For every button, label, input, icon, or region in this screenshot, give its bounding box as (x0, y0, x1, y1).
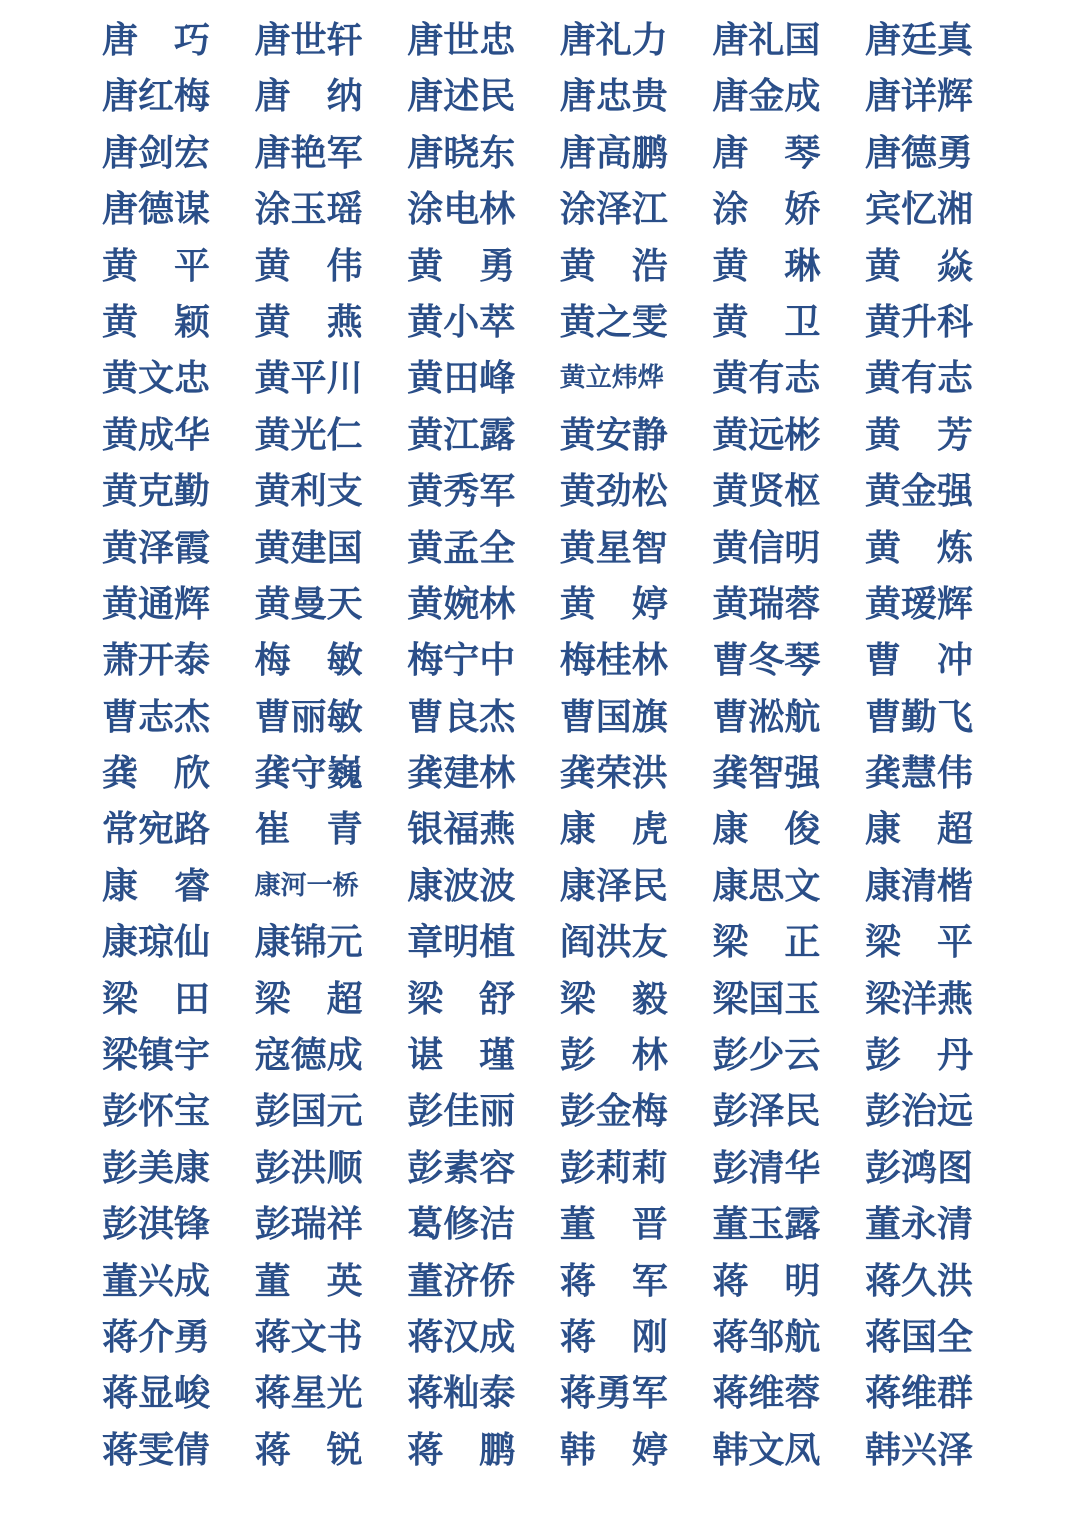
name-cell: 黄建国 (254, 526, 363, 569)
name-cell: 董玉露 (712, 1203, 821, 1246)
name-cell: 梁洋燕 (864, 977, 973, 1020)
name-cell: 梁 舒 (407, 977, 516, 1020)
name-cell: 黄泽霞 (102, 526, 211, 569)
name-cell: 黄之雯 (559, 300, 668, 343)
name-cell: 彭佳丽 (407, 1090, 516, 1133)
name-cell: 涂 娇 (712, 188, 821, 231)
name-cell: 寇德成 (254, 1034, 363, 1077)
name-cell: 梁 田 (102, 977, 210, 1020)
name-cell: 彭美康 (102, 1146, 211, 1189)
name-cell: 银福燕 (407, 808, 516, 851)
name-cell: 唐廷真 (864, 19, 973, 61)
name-cell: 康 俊 (712, 808, 821, 851)
name-cell: 唐礼国 (712, 19, 821, 61)
name-cell: 蒋显峻 (102, 1372, 211, 1415)
name-cell: 黄 伟 (254, 244, 363, 287)
name-cell: 董永清 (864, 1203, 973, 1246)
name-cell: 萧开泰 (102, 639, 211, 682)
name-cell: 梁 毅 (559, 977, 668, 1020)
name-cell: 黄曼天 (254, 582, 363, 625)
name-cell: 彭泽民 (712, 1090, 821, 1133)
name-cell: 黄星智 (559, 526, 668, 569)
name-cell: 康清楷 (864, 864, 973, 907)
name-cell: 黄 卫 (712, 300, 821, 343)
name-cell: 彭莉莉 (559, 1146, 668, 1189)
name-cell: 曹勤飞 (864, 695, 973, 738)
name-cell: 龚慧伟 (864, 752, 973, 795)
name-cell: 康锦元 (254, 921, 363, 964)
name-cell: 蒋邹航 (712, 1315, 821, 1358)
name-cell: 蒋文书 (254, 1315, 363, 1358)
name-cell: 彭素容 (407, 1146, 516, 1189)
name-cell: 章明植 (407, 921, 516, 964)
name-cell: 黄 焱 (864, 244, 973, 287)
name-cell: 龚智强 (712, 752, 821, 795)
name-cell: 葛修洁 (407, 1203, 516, 1246)
name-cell: 蒋久洪 (864, 1259, 973, 1302)
name-cell: 彭 林 (559, 1034, 668, 1077)
name-cell: 彭治远 (864, 1090, 973, 1133)
name-cell: 黄 燕 (254, 300, 363, 343)
name-cell: 康泽民 (559, 864, 668, 907)
name-cell: 梁国玉 (712, 977, 821, 1020)
name-cell: 康思文 (712, 864, 821, 907)
name-cell: 唐 巧 (102, 19, 210, 61)
name-cell: 黄秀军 (407, 470, 516, 513)
name-cell: 康 睿 (102, 864, 210, 907)
name-list-grid (102, 12, 982, 1478)
name-cell: 唐世轩 (254, 19, 363, 61)
name-cell: 彭 丹 (864, 1034, 973, 1077)
name-cell: 黄瑷辉 (864, 582, 973, 625)
name-cell: 黄贤枢 (712, 470, 821, 513)
name-cell: 蒋国全 (864, 1315, 973, 1358)
name-cell: 黄克勤 (102, 470, 211, 513)
name-cell: 黄金强 (864, 470, 973, 513)
name-cell: 蒋 军 (559, 1259, 668, 1302)
name-cell: 阎洪友 (559, 921, 668, 964)
name-cell: 蒋籼泰 (407, 1372, 516, 1415)
name-cell: 蒋介勇 (102, 1315, 211, 1358)
name-cell: 唐德谋 (102, 188, 211, 231)
name-cell: 黄劲松 (559, 470, 668, 513)
name-cell: 唐高鹏 (559, 131, 668, 174)
name-cell: 蒋勇军 (559, 1372, 668, 1415)
name-cell: 曹志杰 (102, 695, 211, 738)
name-cell: 龚建林 (407, 752, 516, 795)
name-cell: 黄 炼 (864, 526, 973, 569)
name-cell: 梁 正 (712, 921, 821, 964)
name-cell: 黄 琳 (712, 244, 821, 287)
name-cell: 唐德勇 (864, 131, 973, 174)
name-cell: 康河一桥 (254, 870, 359, 901)
name-cell: 黄婉林 (407, 582, 516, 625)
name-cell: 谌 瑾 (407, 1034, 516, 1077)
name-cell: 黄 勇 (407, 244, 516, 287)
name-cell: 黄有志 (712, 357, 821, 400)
name-cell: 蒋维群 (864, 1372, 973, 1415)
name-cell: 涂泽江 (559, 188, 668, 231)
name-cell: 彭鸿图 (864, 1146, 973, 1189)
name-cell: 涂电林 (407, 188, 516, 231)
name-cell: 唐详辉 (864, 75, 973, 118)
name-cell: 黄 颖 (102, 300, 210, 343)
name-cell: 黄信明 (712, 526, 821, 569)
name-cell: 彭瑞祥 (254, 1203, 363, 1246)
name-cell: 曹淞航 (712, 695, 821, 738)
name-cell: 彭怀宝 (102, 1090, 211, 1133)
name-cell: 董 英 (254, 1259, 363, 1302)
name-cell: 蒋 鹏 (407, 1428, 516, 1471)
name-cell: 龚荣洪 (559, 752, 668, 795)
name-cell: 唐忠贵 (559, 75, 668, 118)
name-cell: 唐 纳 (254, 75, 363, 118)
name-cell: 唐 琴 (712, 131, 821, 174)
name-cell: 蒋星光 (254, 1372, 363, 1415)
name-cell: 黄成华 (102, 413, 211, 456)
name-cell: 黄 浩 (559, 244, 668, 287)
name-cell: 黄通辉 (102, 582, 211, 625)
name-cell: 黄文忠 (102, 357, 211, 400)
name-cell: 龚守巍 (254, 752, 363, 795)
name-cell: 韩 婷 (559, 1428, 668, 1471)
name-cell: 黄平川 (254, 357, 363, 400)
name-cell: 韩兴泽 (864, 1428, 973, 1471)
name-cell: 黄有志 (864, 357, 973, 400)
name-cell: 董兴成 (102, 1259, 211, 1302)
name-cell: 韩文凤 (712, 1428, 821, 1471)
name-cell: 唐艳军 (254, 131, 363, 174)
name-cell: 黄 婷 (559, 582, 668, 625)
name-cell: 黄远彬 (712, 413, 821, 456)
name-cell: 曹丽敏 (254, 695, 363, 738)
name-cell: 黄小萃 (407, 300, 516, 343)
name-cell: 唐世忠 (407, 19, 516, 61)
name-cell: 曹国旗 (559, 695, 668, 738)
name-cell: 黄 芳 (864, 413, 973, 456)
name-cell: 蒋雯倩 (102, 1428, 211, 1471)
name-cell: 彭金梅 (559, 1090, 668, 1133)
name-cell: 唐述民 (407, 75, 516, 118)
name-cell: 唐剑宏 (102, 131, 211, 174)
name-cell: 黄孟全 (407, 526, 516, 569)
name-cell: 黄光仁 (254, 413, 363, 456)
name-cell: 黄 平 (102, 244, 210, 287)
name-cell: 梁 平 (864, 921, 973, 964)
name-cell: 唐晓东 (407, 131, 516, 174)
name-cell: 梁镇宇 (102, 1034, 211, 1077)
name-cell: 蒋 明 (712, 1259, 821, 1302)
name-cell: 蒋 锐 (254, 1428, 363, 1471)
name-cell: 涂玉瑶 (254, 188, 363, 231)
name-cell: 彭国元 (254, 1090, 363, 1133)
name-cell: 龚 欣 (102, 752, 210, 795)
name-cell: 彭清华 (712, 1146, 821, 1189)
name-cell: 康 虎 (559, 808, 668, 851)
name-cell: 董济侨 (407, 1259, 516, 1302)
name-cell: 崔 青 (254, 808, 363, 851)
name-cell: 黄瑞蓉 (712, 582, 821, 625)
name-cell: 彭洪顺 (254, 1146, 363, 1189)
name-cell: 唐金成 (712, 75, 821, 118)
name-cell: 彭少云 (712, 1034, 821, 1077)
name-cell: 蒋 刚 (559, 1315, 668, 1358)
name-cell: 康 超 (864, 808, 973, 851)
name-cell: 黄升科 (864, 300, 973, 343)
name-cell: 康波波 (407, 864, 516, 907)
name-cell: 黄江露 (407, 413, 516, 456)
name-cell: 蒋维蓉 (712, 1372, 821, 1415)
name-cell: 曹 冲 (864, 639, 973, 682)
name-cell: 曹冬琴 (712, 639, 821, 682)
name-cell: 梁 超 (254, 977, 363, 1020)
name-cell: 曹良杰 (407, 695, 516, 738)
name-cell: 宾忆湘 (864, 188, 973, 231)
name-cell: 蒋汉成 (407, 1315, 516, 1358)
name-cell: 彭淇锋 (102, 1203, 211, 1246)
name-cell: 常宛路 (102, 808, 211, 851)
name-cell: 康琼仙 (102, 921, 211, 964)
name-cell: 唐礼力 (559, 19, 668, 61)
name-cell: 黄田峰 (407, 357, 516, 400)
name-cell: 黄立炜烨 (559, 363, 664, 394)
name-cell: 梅桂林 (559, 639, 668, 682)
name-cell: 黄利支 (254, 470, 363, 513)
name-cell: 唐红梅 (102, 75, 211, 118)
name-cell: 董 晋 (559, 1203, 668, 1246)
name-cell: 梅宁中 (407, 639, 516, 682)
name-cell: 黄安静 (559, 413, 668, 456)
name-cell: 梅 敏 (254, 639, 363, 682)
